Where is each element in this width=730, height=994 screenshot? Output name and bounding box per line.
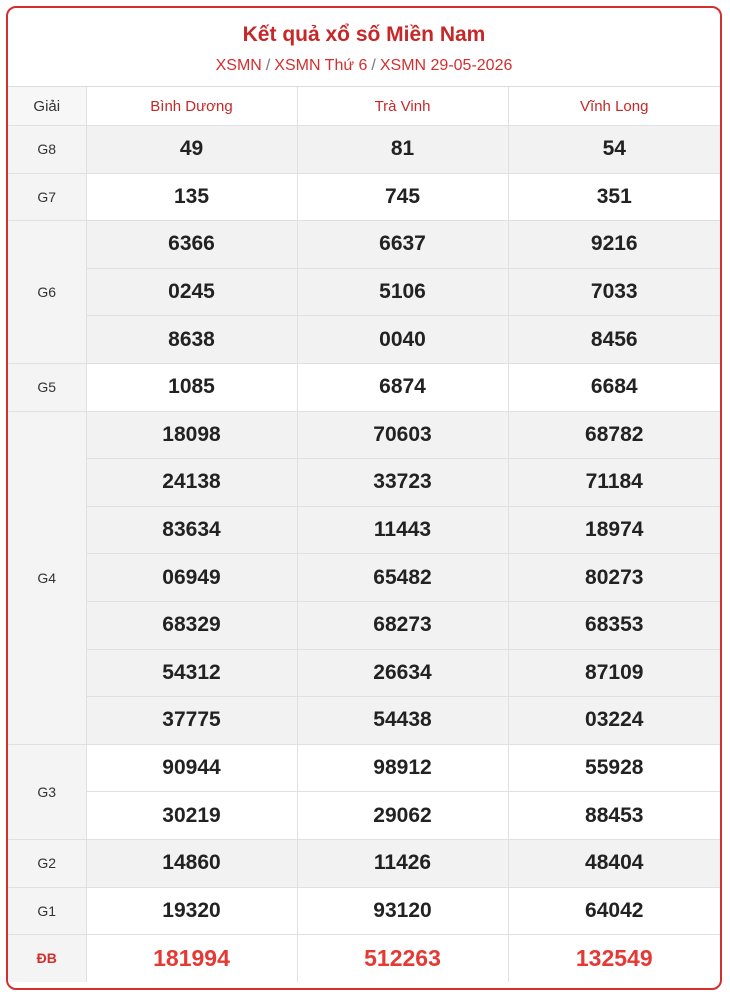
- breadcrumb-separator: /: [265, 57, 271, 74]
- province-header-binh-duong[interactable]: Bình Dương: [86, 87, 297, 126]
- results-header: [8, 8, 720, 87]
- prize-number: 49: [86, 126, 297, 174]
- prize-label-g6: G6: [8, 221, 86, 364]
- prize-number: 19320: [86, 887, 297, 935]
- prize-number: 71184: [508, 459, 720, 507]
- prize-number: 54438: [297, 697, 508, 745]
- page-title: Kết quả xổ số Miền Nam: [242, 23, 486, 46]
- prize-number: 88453: [508, 792, 720, 840]
- prize-label-g5: G5: [8, 363, 86, 411]
- prize-row-g4: [8, 649, 720, 697]
- prize-row-g4: [8, 601, 720, 649]
- prize-number: 14860: [86, 839, 297, 887]
- prize-row-g4: [8, 697, 720, 745]
- prize-number: 06949: [86, 554, 297, 602]
- prize-number: 54312: [86, 649, 297, 697]
- prize-number: 90944: [86, 744, 297, 792]
- prize-number: 8456: [508, 316, 720, 364]
- prize-number: 0245: [86, 268, 297, 316]
- prize-number: 11443: [297, 506, 508, 554]
- breadcrumb-xsmn[interactable]: XSMN: [215, 57, 262, 74]
- prize-number: 37775: [86, 697, 297, 745]
- prize-row-g6: [8, 221, 720, 269]
- prize-number: 68273: [297, 601, 508, 649]
- prize-number: 6637: [297, 221, 508, 269]
- prize-row-g2: [8, 839, 720, 887]
- breadcrumb-xsmn-thu6[interactable]: XSMN Thứ 6: [274, 57, 368, 74]
- prize-number: 68329: [86, 601, 297, 649]
- prize-row-g4: [8, 411, 720, 459]
- prize-number: 0040: [297, 316, 508, 364]
- prize-number: 33723: [297, 459, 508, 507]
- prize-number: 81: [297, 126, 508, 174]
- prize-number: 64042: [508, 887, 720, 935]
- prize-row-g8: [8, 126, 720, 174]
- prize-number: 512263: [297, 935, 508, 982]
- prize-number: 98912: [297, 744, 508, 792]
- prize-row-g1: [8, 887, 720, 935]
- breadcrumb-separator: /: [371, 57, 376, 74]
- prize-number: 54: [508, 126, 720, 174]
- prize-number: 93120: [297, 887, 508, 935]
- breadcrumb: [8, 56, 720, 76]
- province-header-vinh-long[interactable]: Vĩnh Long: [508, 87, 720, 126]
- prize-row-g4: [8, 459, 720, 507]
- prize-row-g4: [8, 554, 720, 602]
- prize-number: 11426: [297, 839, 508, 887]
- prize-number: 80273: [508, 554, 720, 602]
- prize-label-db: ĐB: [8, 935, 86, 982]
- prize-number: 18974: [508, 506, 720, 554]
- prize-number: 48404: [508, 839, 720, 887]
- breadcrumb-xsmn-date[interactable]: XSMN 29-05-2026: [379, 57, 513, 74]
- prize-number: 745: [297, 173, 508, 221]
- prize-number: 83634: [86, 506, 297, 554]
- prize-number: 7033: [508, 268, 720, 316]
- prize-row-g7: [8, 173, 720, 221]
- prize-row-g3: [8, 792, 720, 840]
- prize-number: 18098: [86, 411, 297, 459]
- prize-number: 8638: [86, 316, 297, 364]
- prize-number: 68353: [508, 601, 720, 649]
- prize-number: 55928: [508, 744, 720, 792]
- prize-number: 181994: [86, 935, 297, 982]
- prize-number: 65482: [297, 554, 508, 602]
- prize-label-g8: G8: [8, 126, 86, 174]
- prize-number: 87109: [508, 649, 720, 697]
- prize-number: 6874: [297, 363, 508, 411]
- prize-number: 24138: [86, 459, 297, 507]
- prize-number: 135: [86, 173, 297, 221]
- prize-number: 29062: [297, 792, 508, 840]
- prize-label-g7: G7: [8, 173, 86, 221]
- prize-number: 5106: [297, 268, 508, 316]
- prize-row-g6: [8, 316, 720, 364]
- prize-label-g4: G4: [8, 411, 86, 744]
- prize-number: 351: [508, 173, 720, 221]
- prize-number: 26634: [297, 649, 508, 697]
- prize-row-g4: [8, 506, 720, 554]
- prize-row-g5: [8, 363, 720, 411]
- prize-row-g3: [8, 744, 720, 792]
- prize-number: 03224: [508, 697, 720, 745]
- prize-number: 6366: [86, 221, 297, 269]
- prize-row-db: [8, 935, 720, 982]
- province-header-tra-vinh[interactable]: Trà Vinh: [297, 87, 508, 126]
- prize-number: 70603: [297, 411, 508, 459]
- prize-row-g6: [8, 268, 720, 316]
- results-card: [6, 6, 722, 990]
- column-header-giai: Giải: [8, 87, 86, 126]
- prize-number: 132549: [508, 935, 720, 982]
- results-table: [8, 87, 720, 982]
- prize-number: 1085: [86, 363, 297, 411]
- table-header-row: [8, 87, 720, 126]
- prize-label-g3: G3: [8, 744, 86, 839]
- prize-label-g2: G2: [8, 839, 86, 887]
- prize-number: 9216: [508, 221, 720, 269]
- prize-number: 6684: [508, 363, 720, 411]
- prize-number: 30219: [86, 792, 297, 840]
- prize-number: 68782: [508, 411, 720, 459]
- prize-label-g1: G1: [8, 887, 86, 935]
